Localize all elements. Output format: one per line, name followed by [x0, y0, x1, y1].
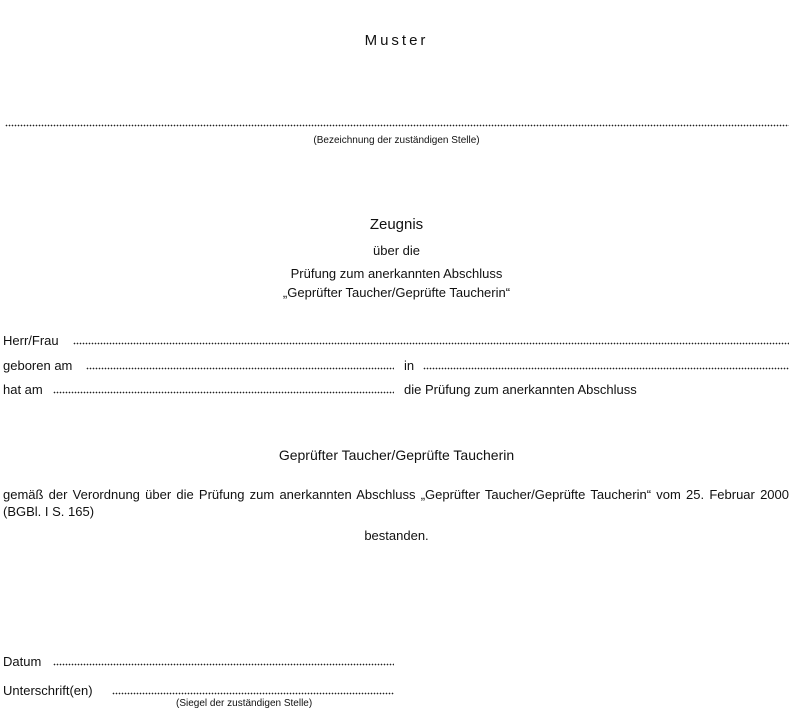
exam-label: hat am [3, 382, 43, 397]
legal-text: gemäß der Verordnung über die Prüfung zum anerkannten Abschluss „Geprüfter Taucher/Geprüfte Taucherin“ vom 25. Februar 2000 (BGBl. I S. 165) [3, 487, 789, 519]
place-label: in [404, 358, 415, 373]
signature-dotted-line [112, 692, 394, 696]
qualification-title: Geprüfter Taucher/Geprüfte Taucherin [278, 447, 515, 463]
authority-dotted-line [5, 124, 789, 128]
certificate-title: Zeugnis [369, 216, 424, 233]
exam-date-dotted-line [53, 391, 394, 395]
seal-caption: (Siegel der zuständigen Stelle) [176, 698, 313, 709]
certificate-line-qualification: „Geprüfter Taucher/Geprüfte Taucherin“ [282, 285, 511, 300]
date-dotted-line [53, 663, 394, 667]
name-label: Herr/Frau [3, 333, 59, 348]
signature-label: Unterschrift(en) [3, 683, 93, 698]
document-title: Muster [364, 32, 429, 49]
born-label: geboren am [3, 358, 73, 373]
certificate-line-pruefung: Prüfung zum anerkannten Abschluss [290, 266, 503, 281]
born-dotted-line [86, 367, 394, 371]
authority-caption: (Bezeichnung der zuständigen Stelle) [313, 135, 480, 146]
date-label: Datum [3, 654, 42, 669]
name-dotted-line [73, 342, 789, 346]
place-dotted-line [423, 367, 789, 371]
certificate-line-ueber: über die [373, 243, 420, 258]
result-text: bestanden. [364, 528, 429, 543]
exam-suffix: die Prüfung zum anerkannten Abschluss [404, 382, 637, 397]
